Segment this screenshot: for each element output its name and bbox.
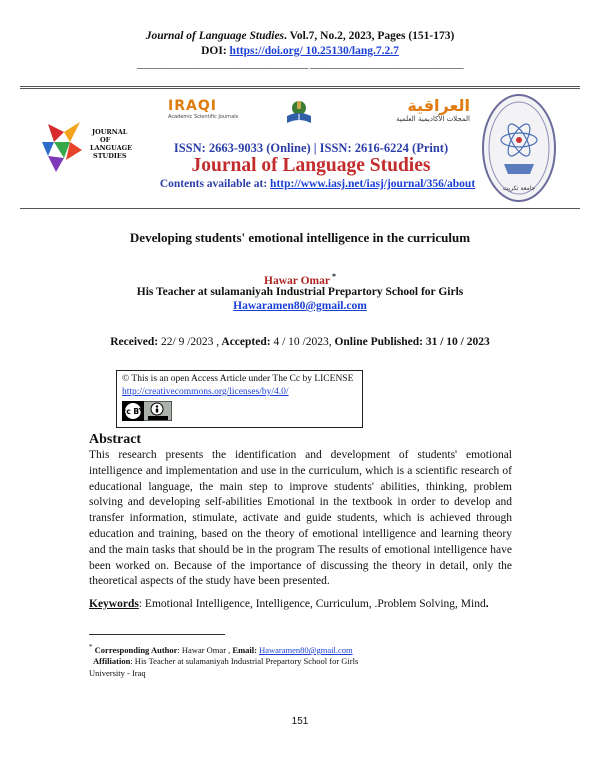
footnote-line-3: University - Iraq — [89, 667, 146, 678]
author-email[interactable] — [0, 300, 600, 312]
author-footnote-mark: * — [329, 272, 336, 281]
license-box — [116, 370, 363, 428]
journal-logo-mark — [42, 122, 82, 172]
keywords-label: Keywords — [89, 598, 139, 610]
book-emblem-icon — [284, 96, 314, 126]
footnote-line-2 — [89, 656, 519, 668]
banner-top-rule — [20, 86, 580, 87]
keywords-value: : Emotional Intelligence, Intelligence, Curriculum, .Problem Solving, Mind — [138, 598, 486, 610]
running-header-citation — [0, 30, 600, 42]
published-label: Online Published: 31 / 10 / 2023 — [331, 336, 490, 348]
doi-link[interactable]: https://doi.org/ 10.25130/lang.7.2.7 — [229, 45, 399, 57]
author-name-text: Hawar Omar — [264, 274, 330, 287]
iraqi-journals-logo — [168, 98, 238, 120]
corr-author-label: Corresponding Author — [92, 644, 178, 655]
contents-label: Contents available at: — [159, 178, 271, 190]
contents-link[interactable]: http://www.iasj.net/iasj/journal/356/about — [270, 178, 476, 190]
corr-author-value: : Hawar Omar , — [177, 644, 231, 655]
journal-logo-label: JOURNAL OF LANGUAGE STUDIES — [90, 128, 133, 160]
issn-line: ISSN: 2663-9033 (Online) | ISSN: 2616-6224 (Print) — [173, 141, 449, 155]
received-label: Received: — [110, 336, 159, 348]
iraqi-subtitle: Academic Scientific Journals — [168, 114, 239, 120]
page-number: 151 — [291, 716, 309, 727]
footnote-email-link[interactable]: Hawaramen80@gmail.com — [259, 644, 353, 655]
license-link[interactable]: http://creativecommons.org/licenses/by/4.0/ — [122, 387, 289, 397]
author-email-link[interactable]: Hawaramen80@gmail.com — [233, 300, 367, 312]
affiliation-value: : His Teacher at sulamaniyah Industrial Prepartory School for Girls — [130, 656, 359, 667]
cc-badge-label: cc BY — [122, 407, 145, 416]
arabic-word: العراقية — [407, 96, 470, 115]
footnote-mark: * — [89, 643, 93, 651]
accepted-value: 4 / 10 /2023, — [273, 336, 332, 348]
publication-dates — [0, 336, 600, 348]
journal-title: Journal of Language Studies — [191, 155, 431, 176]
paper-title: Developing students' emotional intelligence in the curriculum — [129, 230, 471, 245]
arabic-journals-logo — [360, 96, 470, 123]
banner-top-rule-2 — [20, 88, 580, 89]
volume-info: . Vol.7, No.2, 2023, Pages (151-173) — [284, 30, 455, 42]
seal-caption: جامعة تكريت — [502, 185, 536, 192]
header-separator: ______________________________________ __________________________________ — [137, 60, 463, 70]
banner-bottom-rule — [20, 208, 580, 209]
accepted-label: Accepted: — [219, 336, 274, 348]
iraqi-word: IRAQI — [168, 98, 217, 114]
running-header-doi — [0, 45, 600, 57]
author-name — [0, 272, 600, 287]
footnote-rule — [89, 634, 225, 635]
journal-name-italic: Journal of Language Studies — [145, 30, 285, 42]
keywords-line — [89, 598, 519, 610]
journal-logo — [36, 116, 136, 180]
abstract-body: This research presents the identification and development of students' emotional intelligence and implementation and use in the curriculum, which is a scientific research of educational language, the main step to improve students' abilities, thinking, problem solving and developing self-abilities Emotional in the textbook in order to develop and transfer information, stimulate, activate and guide students, which is achieved through education and training, based on the theory of emotional intelligence and learning theory and the main tasks that should be in the program The results of emotional intelligence have been worked on. Because of the importance of discussing the theory in detail, only the theoretical aspects of the study have been presented. — [89, 449, 512, 588]
footnote — [89, 642, 519, 679]
cc-by-badge-icon[interactable] — [122, 401, 172, 421]
keywords-end: . — [485, 598, 489, 610]
university-seal — [480, 92, 558, 204]
abstract-heading: Abstract — [89, 432, 142, 447]
doi-label: DOI: — [201, 45, 230, 57]
author-affiliation: His Teacher at sulamaniyah Industrial Prepartory School for Girls — [136, 286, 464, 298]
affiliation-label: Affiliation — [93, 656, 131, 667]
footnote-line-1 — [89, 642, 519, 656]
received-value: 22/ 9 /2023 , — [158, 336, 220, 348]
arabic-subtitle: المجلات الأكاديمية العلمية — [396, 115, 470, 123]
footnote-email-label: Email: — [230, 644, 260, 655]
contents-available-line — [145, 178, 490, 190]
license-text: © This is an open Access Article under The Cc by LICENSE — [122, 374, 354, 384]
